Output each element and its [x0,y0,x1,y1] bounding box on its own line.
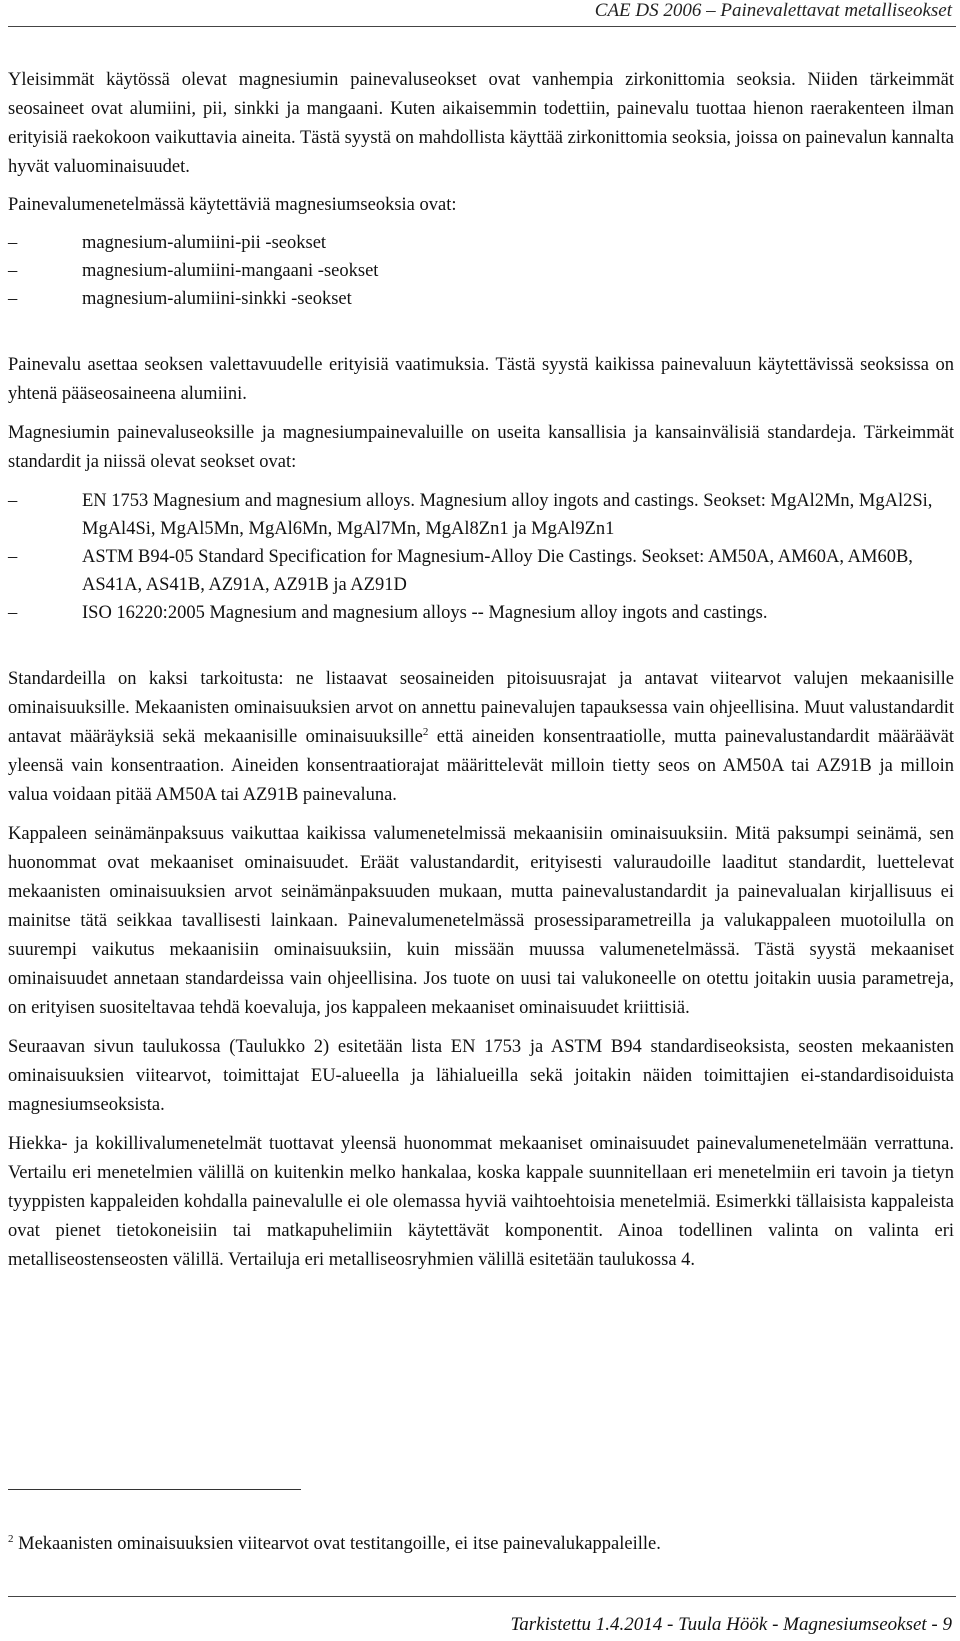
list-item: – magnesium-alumiini-mangaani -seokset [8,257,954,285]
footnote-text: Mekaanisten ominaisuuksien viitearvot ovat testitangoille, ei itse painevalukappaleille. [13,1534,661,1554]
paragraph-standards-purpose: Standardeilla on kaksi tarkoitusta: ne listaavat seosaineiden pitoisuusrajat ja antavat viitearvot valujen mekaanisille ominaisuuksille. Mekaanisten ominaisuuksien arvot on annettu painevalujen tapauksessa vain ohjeellisina. Muut valustandardit antavat määräyksiä sekä mekaanisille ominaisuuksille$^2$ että aineiden konsentraatiolle, mutta painevalustandardit määräävät yleensä vain konsentraation. Aineiden konsentraatiorajat määrittelevät milloin tietty seos on AM50A tai AZ91B ja milloin valua voidaan pitää AM50A tai AZ91B painevaluna. [8,669,954,805]
standards-list [8,487,954,627]
list-item: – magnesium-alumiini-sinkki -seokset [8,285,954,313]
list-item: – magnesium-alumiini-pii -seokset [8,229,954,257]
alloy-type-list [8,229,954,313]
paragraph-standards-intro: Magnesiumin painevaluseoksille ja magnesiumpainevaluille on useita kansallisia ja kansainvälisiä standardeja. Tärkeimmät standardit ja niissä olevat seokset ovat: [8,423,954,472]
page-body [8,66,954,1285]
running-footer: Tarkistettu 1.4.2014 - Tuula Höök - Magnesiumseokset - 9 [510,1614,952,1635]
footnote-marker: 2 [8,1532,14,1545]
paragraph-castability: Painevalu asettaa seoksen valettavuudelle erityisiä vaatimuksia. Tästä syystä kaikissa painevaluun käytettävissä seoksissa on yhtenä pääseosaineena alumiini. [8,355,954,404]
paragraph-intro: Yleisimmät käytössä olevat magnesiumin painevaluseokset ovat vanhempia zirkonittomia seoksia. Niiden tärkeimmät seosaineet ovat alumiini, pii, sinkki ja mangaani. Kuten aikaisemmin todettiin, painevalu tuottaa hienon raerakenteen ilman erityisiä raekokoon vaikuttavia aineita. Tästä syystä on mahdollista käyttää zirkonittomia seoksia, joissa on painevalun kannalta hyvät valuominaisuudet. [8,70,954,177]
footnote-reference[interactable]: 2 [422,725,429,738]
paragraph-wall-thickness: Kappaleen seinämänpaksuus vaikuttaa kaikissa valumenetelmissä mekaanisiin ominaisuuksiin. Mitä paksumpi seinämä, sen huonommat ovat mekaaniset ominaisuudet. Eräät valustandardit, erityisesti valuraudoille laaditut standardit, luettelevat mekaanisten ominaisuuksien arvot seinämänpaksuuden mukaan, mutta painevalustandardit ja painevalualan kirjallisuus ei mainitse tätä seikkaa tavallisesti lainkaan. Painevalumenetelmässä prosessiparametreilla ja valukappaleen muotoilulla on suurempi vaikutus mekaanisiin ominaisuuksiin, kuin missään muussa valumenetelmässä. Tästä syystä mekaaniset ominaisuudet annetaan standardeissa vain ohjeellisina. Jos tuote on uusi tai valukoneelle on otettu joitakin uusia parametreja, on erityisen suositeltavaa tehdä koevaluja, jos kappaleen mekaaniset ominaisuudet kriittisiä. [8,824,954,1018]
running-header: CAE DS 2006 – Painevalettavat metalliseokset [594,0,952,21]
footer-divider [8,1596,956,1597]
footnote [8,1532,661,1556]
paragraph-method-comparison: Hiekka- ja kokillivalumenetelmät tuottavat yleensä huonommat mekaaniset ominaisuudet painevalumenetelmään verrattuna. Vertailu eri menetelmien välillä on kuitenkin melko hankalaa, koska kappale suunnitellaan eri menetelmiin eri tavoin ja tietyn tyyppisten kappaleiden kohdalla painevalulle ei ole olemassa hyviä vaihtoehtoisia menetelmiä. Esimerkki tällaisista kappaleista ovat pienet tietokoneisiin tai matkapuhelimiin käytettävät komponentit. Ainoa todellinen valinta on valinta eri metalliseostenseosten välillä. Vertailuja eri metalliseosryhmien välillä esitetään taulukossa 4. [8,1134,954,1270]
list-item: – EN 1753 Magnesium and magnesium alloys. Magnesium alloy ingots and castings. Seokset: MgAl2Mn, MgAl2Si, MgAl4Si, MgAl5Mn, MgAl6Mn, MgAl7Mn, MgAl8Zn1 ja MgAl9Zn1 [8,487,954,543]
header-divider [8,26,956,27]
paragraph-alloy-list-intro: Painevalumenetelmässä käytettäviä magnesiumseoksia ovat: [8,195,457,215]
paragraph-table-reference: Seuraavan sivun taulukossa (Taulukko 2) esitetään lista EN 1753 ja ASTM B94 standardiseoksista, seosten mekaanisten ominaisuuksien viitearvot, toimittajat EU-alueella ja lähialueilla sekä joitakin näiden toimittajien ei-standardisoiduista magnesiumseoksista. [8,1037,954,1115]
list-item: – ISO 16220:2005 Magnesium and magnesium alloys -- Magnesium alloy ingots and castings. [8,599,954,627]
footnote-divider [8,1489,301,1490]
list-item: – ASTM B94-05 Standard Specification for Magnesium-Alloy Die Castings. Seokset: AM50A, AM60A, AM60B, AS41A, AS41B, AZ91A, AZ91B ja AZ91D [8,543,954,599]
